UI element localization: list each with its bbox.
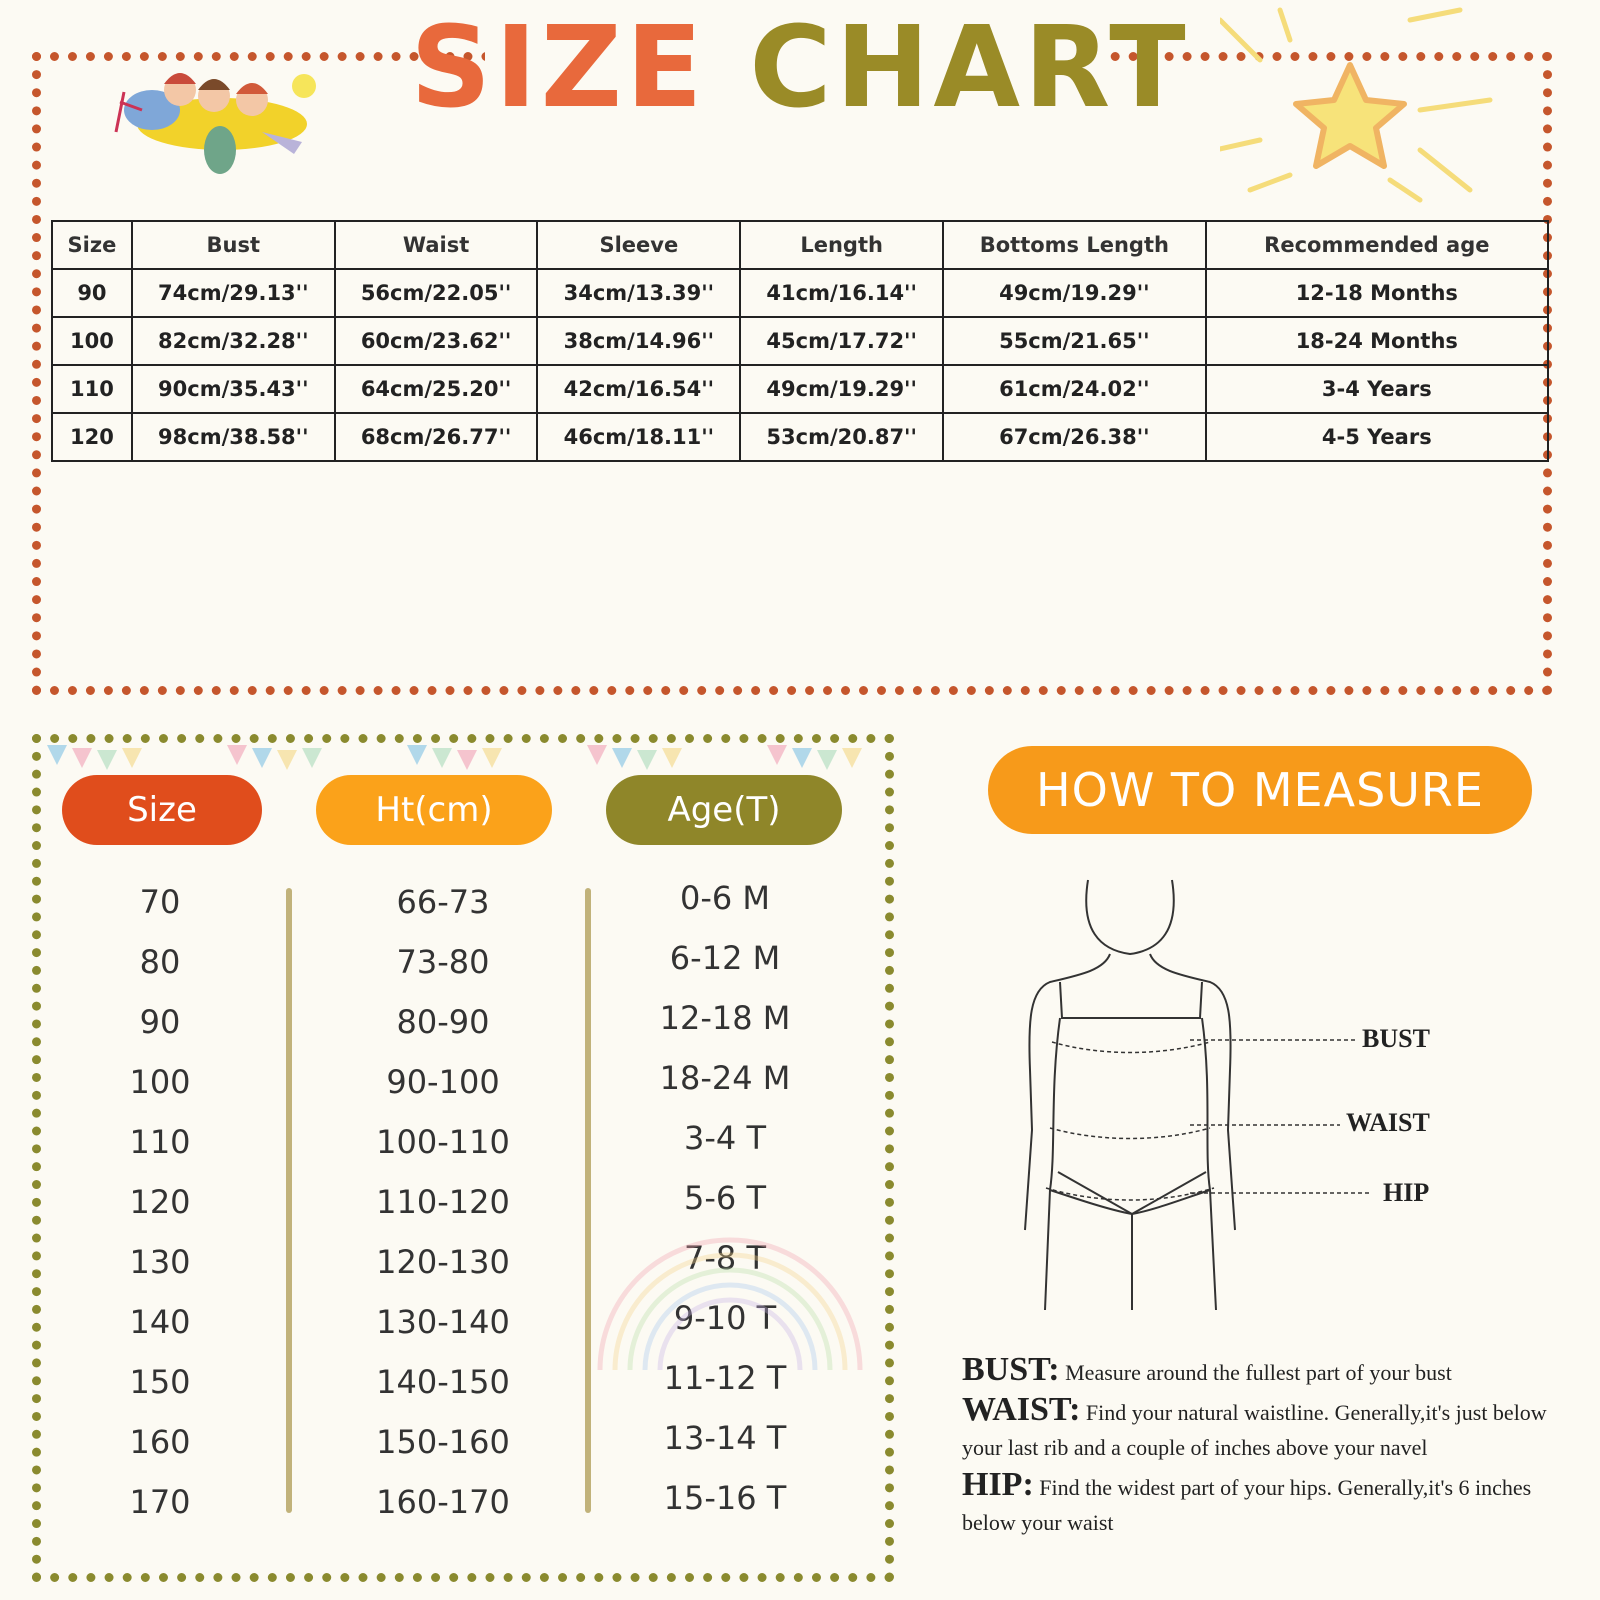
waist-note: [962, 1392, 1582, 1465]
note-term: BUST:: [962, 1351, 1060, 1388]
table-cell: 45cm/17.72'': [740, 317, 943, 365]
table-cell: 49cm/19.29'': [740, 365, 943, 413]
list-item: 160: [129, 1423, 191, 1461]
note-text: Measure around the fullest part of your bust: [1065, 1360, 1452, 1385]
table-cell: 12-18 Months: [1206, 269, 1548, 317]
list-item: 140-150: [376, 1363, 510, 1401]
table-cell: 90: [52, 269, 132, 317]
list-item: 73-80: [396, 943, 490, 981]
list-item: 18-24 M: [659, 1059, 791, 1097]
note-term: HIP:: [962, 1466, 1034, 1503]
table-cell: 64cm/25.20'': [335, 365, 538, 413]
table-cell: 120: [52, 413, 132, 461]
list-item: 140: [129, 1303, 191, 1341]
bunting-decoration-icon: [42, 740, 872, 780]
table-cell: 41cm/16.14'': [740, 269, 943, 317]
list-item: 120: [129, 1183, 191, 1221]
note-term: WAIST:: [962, 1391, 1081, 1428]
list-item: 6-12 M: [669, 939, 781, 977]
header-bottoms-length: Bottoms Length: [943, 221, 1206, 269]
table-row: [52, 365, 1548, 413]
header-length: Length: [740, 221, 943, 269]
list-item: 11-12 T: [663, 1359, 787, 1397]
table-cell: 100: [52, 317, 132, 365]
age-pill: Age(T): [606, 775, 842, 845]
list-item: 130: [129, 1243, 191, 1281]
table-cell: 68cm/26.77'': [335, 413, 538, 461]
title-word-2: CHART: [749, 3, 1190, 133]
size-table: [51, 220, 1549, 462]
list-item: 5-6 T: [684, 1179, 766, 1217]
table-row: [52, 413, 1548, 461]
column-divider: [286, 888, 292, 1513]
table-cell: 56cm/22.05'': [335, 269, 538, 317]
list-item: 9-10 T: [673, 1299, 777, 1337]
table-cell: 98cm/38.58'': [132, 413, 335, 461]
table-cell: 46cm/18.11'': [537, 413, 740, 461]
table-cell: 49cm/19.29'': [943, 269, 1206, 317]
list-item: 13-14 T: [663, 1419, 787, 1457]
header-waist: Waist: [335, 221, 538, 269]
title-word-1: SIZE: [410, 3, 707, 133]
list-item: 120-130: [376, 1243, 510, 1281]
table-cell: 90cm/35.43'': [132, 365, 335, 413]
list-item: 150-160: [376, 1423, 510, 1461]
list-item: 80: [139, 943, 181, 981]
table-cell: 61cm/24.02'': [943, 365, 1206, 413]
table-row: [52, 269, 1548, 317]
hip-note: [962, 1467, 1582, 1540]
table-cell: 53cm/20.87'': [740, 413, 943, 461]
list-item: 90-100: [386, 1063, 500, 1101]
page-title: [0, 3, 1600, 133]
list-item: 80-90: [396, 1003, 490, 1041]
waist-label: WAIST: [1346, 1108, 1430, 1137]
list-item: 100: [129, 1063, 191, 1101]
table-cell: 18-24 Months: [1206, 317, 1548, 365]
table-cell: 3-4 Years: [1206, 365, 1548, 413]
height-column: [330, 880, 556, 1540]
table-cell: 67cm/26.38'': [943, 413, 1206, 461]
table-cell: 110: [52, 365, 132, 413]
height-pill: Ht(cm): [316, 775, 552, 845]
header-recommended-age: Recommended age: [1206, 221, 1548, 269]
table-cell: 42cm/16.54'': [537, 365, 740, 413]
table-cell: 60cm/23.62'': [335, 317, 538, 365]
list-item: 170: [129, 1483, 191, 1521]
table-cell: 4-5 Years: [1206, 413, 1548, 461]
list-item: 15-16 T: [663, 1479, 787, 1517]
list-item: 12-18 M: [659, 999, 791, 1037]
table-cell: 74cm/29.13'': [132, 269, 335, 317]
bust-label: BUST: [1362, 1024, 1430, 1053]
measure-lines-icon: [1190, 1010, 1370, 1200]
hip-label: HIP: [1383, 1178, 1430, 1207]
table-cell: 82cm/32.28'': [132, 317, 335, 365]
header-size: Size: [52, 221, 132, 269]
header-sleeve: Sleeve: [537, 221, 740, 269]
table-cell: 38cm/14.96'': [537, 317, 740, 365]
list-item: 110: [129, 1123, 191, 1161]
bust-note: [962, 1352, 1582, 1390]
list-item: 3-4 T: [684, 1119, 766, 1157]
list-item: 7-8 T: [684, 1239, 766, 1277]
list-item: 110-120: [376, 1183, 510, 1221]
header-bust: Bust: [132, 221, 335, 269]
list-item: 100-110: [376, 1123, 510, 1161]
table-row: [52, 317, 1548, 365]
how-to-measure-banner: HOW TO MEASURE: [988, 746, 1532, 834]
table-cell: 55cm/21.65'': [943, 317, 1206, 365]
table-header-row: [52, 221, 1548, 269]
note-text: Find your natural waistline. Generally,it's just below your last rib and a couple of inches above your navel: [962, 1400, 1547, 1460]
list-item: 160-170: [376, 1483, 510, 1521]
list-item: 130-140: [376, 1303, 510, 1341]
list-item: 90: [139, 1003, 181, 1041]
list-item: 150: [129, 1363, 191, 1401]
size-pill: Size: [62, 775, 262, 845]
note-text: Find the widest part of your hips. Generally,it's 6 inches below your waist: [962, 1475, 1532, 1535]
table-cell: 34cm/13.39'': [537, 269, 740, 317]
list-item: 0-6 M: [679, 879, 771, 917]
rainbow-doodle-icon: [590, 1180, 870, 1380]
list-item: 70: [139, 883, 181, 921]
measure-notes: [962, 1352, 1582, 1542]
size-column: [90, 880, 230, 1540]
list-item: 66-73: [396, 883, 490, 921]
